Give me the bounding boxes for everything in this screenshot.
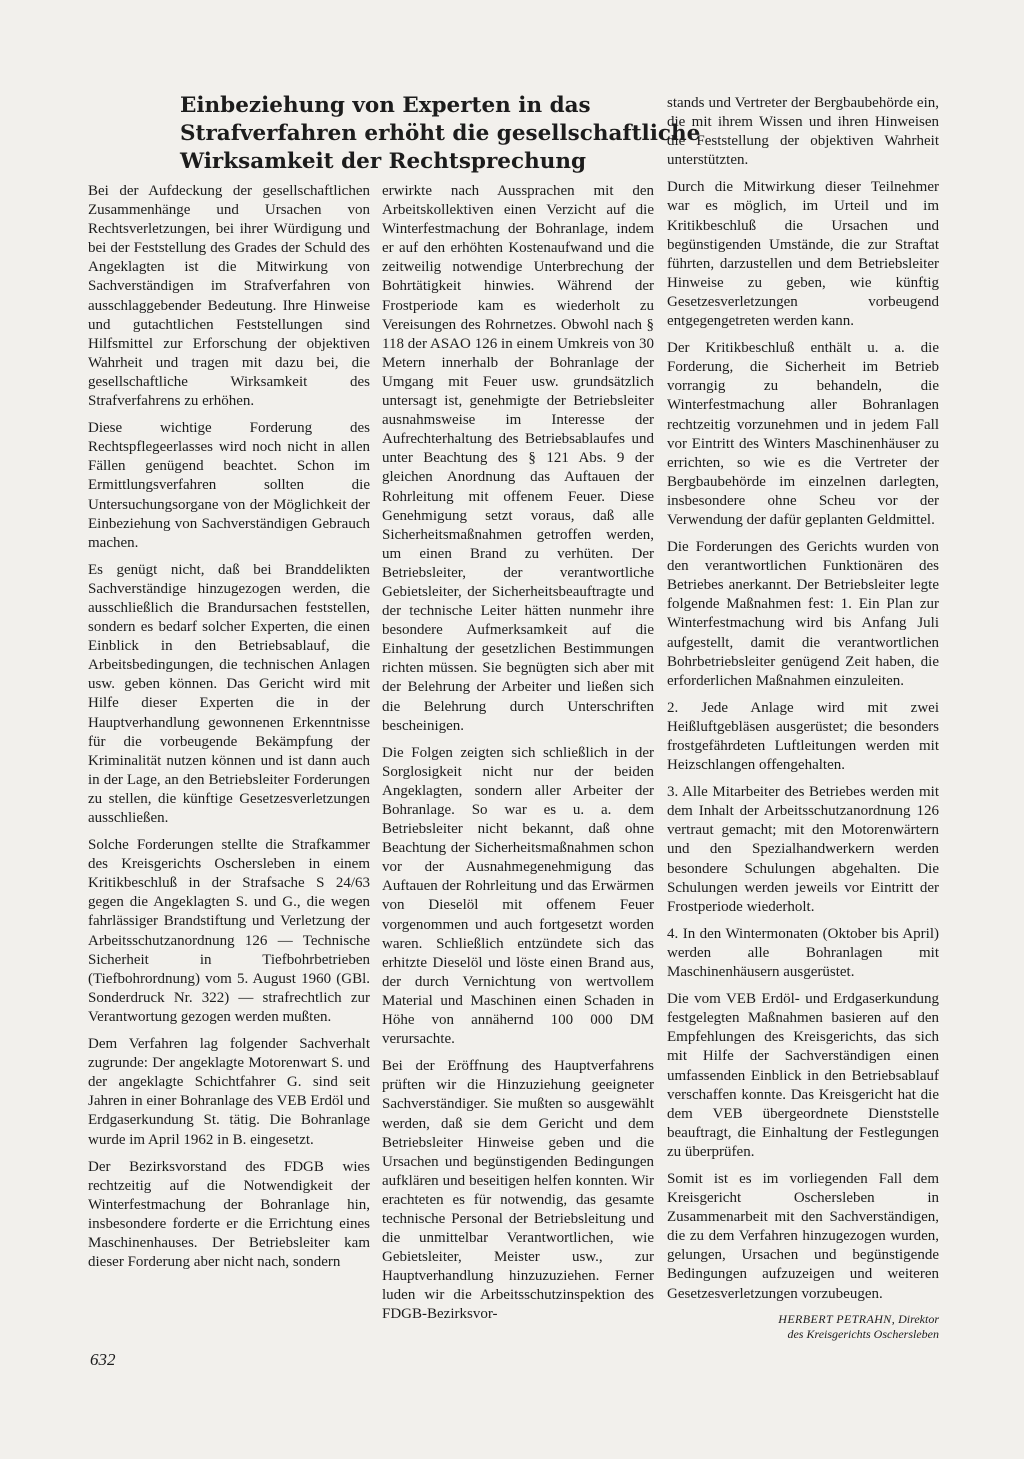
paragraph: Somit ist es im vorliegenden Fall dem Kreisgericht Oschersleben in Zusammenarbeit mit den Sachverständigen, die zu dem Verfahren hinzugezogen wurden, gelungen, Ursachen und begünstigende Bedingungen aufzuzeigen und weiteren Gesetzesverletzungen vorzubeugen. [667, 1170, 939, 1302]
paragraph: 4. In den Wintermonaten (Oktober bis April) werden alle Bohranlagen mit Maschinenhäusern ausgerüstet. [667, 925, 939, 981]
paragraph: Die vom VEB Erdöl- und Erdgaserkundung festgelegten Maßnahmen basieren auf den Empfehlungen des Kreisgerichts, das sich mit Hilfe der Sachverständigen einen umfassenden Einblick in den Betriebsablauf verschaffen konnte. Das Kreisgericht hat die dem VEB übergeordnete Dienststelle beauftragt, die Einhaltung der Festlegungen zu überprüfen. [667, 991, 939, 1160]
paragraph: erwirkte nach Aussprachen mit den Arbeitskollektiven einen Verzicht auf die Winterfestmachung der Bohranlage, indem er auf den erhöhten Kostenaufwand und die zeitweilig notwendige Unterbrechung der Bohrtätigkeit hinwies. Während der Frostperiode kam es wiederholt zu Vereisungen des Rohrnetzes. Obwohl nach § 118 der ASAO 126 in einem Umkreis von 30 Metern innerhalb der Bohranlage der Umgang mit Feuer usw. grundsätzlich untersagt ist, genehmigte der Betriebsleiter ausnahmsweise im Interesse der Aufrechterhaltung des Betriebsablaufes und unter Beachtung des § 121 Abs. 9 der gleichen Anordnung das Auftauen der Rohrleitung mit offenem Feuer. Diese Genehmigung setzt voraus, daß alle Sicherheitsmaßnahmen getroffen werden, um einen Brand zu verhüten. Der Betriebsleiter, der verantwortliche Gebietsleiter, der Sicherheitsbeauftragte und der technische Leiter hätten nunmehr ihre besondere Aufmerksamkeit auf die Einhaltung der gesetzlichen Bestimmungen richten müssen. Sie begnügten sich aber mit der Belehrung der Arbeiter und ließen sich die Belehrung durch Unterschriften bescheinigen. [382, 183, 654, 734]
paragraph: Der Kritikbeschluß enthält u. a. die Forderung, die Sicherheit im Betrieb vorrangig zu behandeln, die Winterfestmachung aller Bohranlagen rechtzeitig vorzunehmen und in jedem Fall vor Eintritt des Winters Maschinenhäuser zu errichten, so wie es die Vertreter der Bergbaubehörde im einzelnen darlegten, insbesondere ohne Scheu vor der Verwendung der dafür geplanten Geldmittel. [667, 340, 939, 528]
paragraph: stands und Vertreter der Bergbaubehörde ein, die mit ihrem Wissen und ihren Hinweisen die Feststellung der objektiven Wahrheit unterstützten. [667, 95, 939, 169]
title-line-2: Strafverfahren erhöht die gesellschaftliche [180, 121, 701, 146]
paragraph: Durch die Mitwirkung dieser Teilnehmer war es möglich, im Urteil und im Kritikbeschluß die Ursachen und begünstigenden Umstände, die zur Straftat führten, darzustellen und dem Betriebsleiter Hinweise zu geben, wie künftig Gesetzesverletzungen vorbeugend entgegengetreten werden kann. [667, 179, 939, 330]
paragraph: Die Folgen zeigten sich schließlich in der Sorglosigkeit nicht nur der beiden Angeklagten, sondern aller Arbeiter der Bohranlage. So war es u. a. dem Betriebsleiter nicht bekannt, daß ohne Beachtung der Sicherheitsmaßnahmen schon vor der Ausnahmegenehmigung das Auftauen der Rohrleitung und das Erwärmen von Dieselöl mit offenem Feuer vorgenommen und auch fortgesetzt worden waren. Schließlich entzündete sich das erhitzte Dieselöl und löste einen Brand aus, der durch Vernichtung von wertvollem Material und Maschinen einen Schaden in Höhe von annähernd 100 000 DM verursachte. [382, 744, 654, 1048]
paragraph: Es genügt nicht, daß bei Branddelikten Sachverständige hinzugezogen werden, die ausschließlich die Brandursachen feststellen, sondern es bedarf solcher Experten, die einen Einblick in den Betriebsablauf, die Arbeitsbedingungen, die technischen Anlagen usw. geben können. Das Gericht wird mit Hilfe dieser Experten die in der Hauptverhandlung gewonnenen Erkenntnisse für die vorbeugende Bekämpfung der Kriminalität nutzen können und ist dann auch in der Lage, an den Betriebsleiter Forderungen zu stellen, die künftige Gesetzesverletzungen ausschließen. [88, 561, 370, 826]
paragraph: Die Forderungen des Gerichts wurden von den verantwortlichen Funktionären des Betriebes anerkannt. Der Betriebsleiter legte folgende Maßnahmen fest: 1. Ein Plan zur Winterfestmachung wird bis Anfang Juli aufgestellt, damit die verantwortlichen Bohrbetriebsleiter genügend Zeit haben, die erforderlichen Maßnahmen einzuleiten. [667, 539, 939, 689]
paragraph: 3. Alle Mitarbeiter des Betriebes werden mit dem Inhalt der Arbeitsschutzanordnung 126 vertraut gemacht; mit den Motorenwärtern und den Spezialhandwerkern werden besondere Schulungen abgehalten. Die Schulungen werden jeweils vor Eintritt der Frostperiode wiederholt. [667, 784, 939, 915]
title-line-1: Einbeziehung von Experten in das [180, 93, 591, 118]
text-column-3 [667, 94, 939, 1342]
paragraph: Der Bezirksvorstand des FDGB wies rechtzeitig auf die Notwendigkeit der Winterfestmachung der Bohranlage hin, insbesondere forderte er die Errichtung eines Maschinenhauses. Der Betriebsleiter kam dieser Forderung aber nicht nach, sondern [88, 1158, 370, 1271]
paragraph: 2. Jede Anlage wird mit zwei Heißluftgebläsen ausgerüstet; die besonders frostgefährdeten Luftleitungen werden mit Heizschlangen offengehalten. [667, 699, 939, 774]
article-title [180, 92, 701, 176]
author-affiliation: des Kreisgerichts Oschersleben [787, 1326, 939, 1341]
author-name: HERBERT PETRAHN, [778, 1311, 896, 1326]
page-number: 632 [90, 1350, 116, 1369]
title-line-3: Wirksamkeit der Rechtsprechung [180, 149, 586, 174]
paragraph: Diese wichtige Forderung des Rechtspflegeerlasses wird noch nicht in allen Fällen genügend beachtet. Schon im Ermittlungsverfahren sollten die Untersuchungsorgane von der Möglichkeit der Einbeziehung von Sachverständigen Gebrauch machen. [88, 420, 370, 551]
paragraph: Dem Verfahren lag folgender Sachverhalt zugrunde: Der angeklagte Motorenwart S. und der angeklagte Schichtfahrer G. sind seit Jahren in einer Bohranlage des VEB Erdöl und Erdgaserkundung St. tätig. Die Bohranlage wurde im April 1962 in B. eingesetzt. [88, 1036, 370, 1148]
text-column-1 [88, 182, 370, 1280]
paragraph: Bei der Aufdeckung der gesellschaftlichen Zusammenhänge und Ursachen von Rechtsverletzungen, bei ihrer Würdigung und bei der Feststellung des Grades der Schuld des Angeklagten ist die Mitwirkung von Sachverständigen im Strafverfahren von ausschlaggebender Bedeutung. Ihre Hinweise und gutachtlichen Feststellungen sind Hilfsmittel zur Erforschung der objektiven Wahrheit und tragen mit dazu bei, die gesellschaftliche Wirksamkeit des Strafverfahrens zu erhöhen. [88, 183, 370, 410]
paragraph: Bei der Eröffnung des Hauptverfahrens prüften wir die Hinzuziehung geeigneter Sachverständiger. Sie mußten so ausgewählt werden, daß sie dem Gericht und dem Betriebsleiter Hinweise geben und die Ursachen und begünstigenden Bedingungen aufklären und beseitigen helfen konnten. Wir erachteten es für notwendig, das gesamte technische Personal der Betriebsleitung und die unmittelbar Verantwortlichen, wie Gebietsleiter, Meister usw., zur Hauptverhandlung hinzuzuziehen. Ferner luden wir die Arbeitsschutzinspektion des FDGB-Bezirksvor- [382, 1058, 654, 1323]
paragraph: Solche Forderungen stellte die Strafkammer des Kreisgerichts Oschersleben in einem Kritikbeschluß in der Strafsache S 24/63 gegen die Angeklagten S. und G., die wegen fahrlässiger Brandstiftung und Verletzung der Arbeitsschutzanordnung 126 — Technische Sicherheit in Tiefbohrbetrieben (Tiefbohrordnung) vom 5. August 1960 (GBl. Sonderdruck Nr. 322) — strafrechtlich zur Verantwortung gezogen werden mußten. [88, 837, 370, 1025]
text-column-2 [382, 182, 654, 1333]
author-role: Direktor [898, 1311, 939, 1326]
author-byline [667, 1312, 939, 1342]
